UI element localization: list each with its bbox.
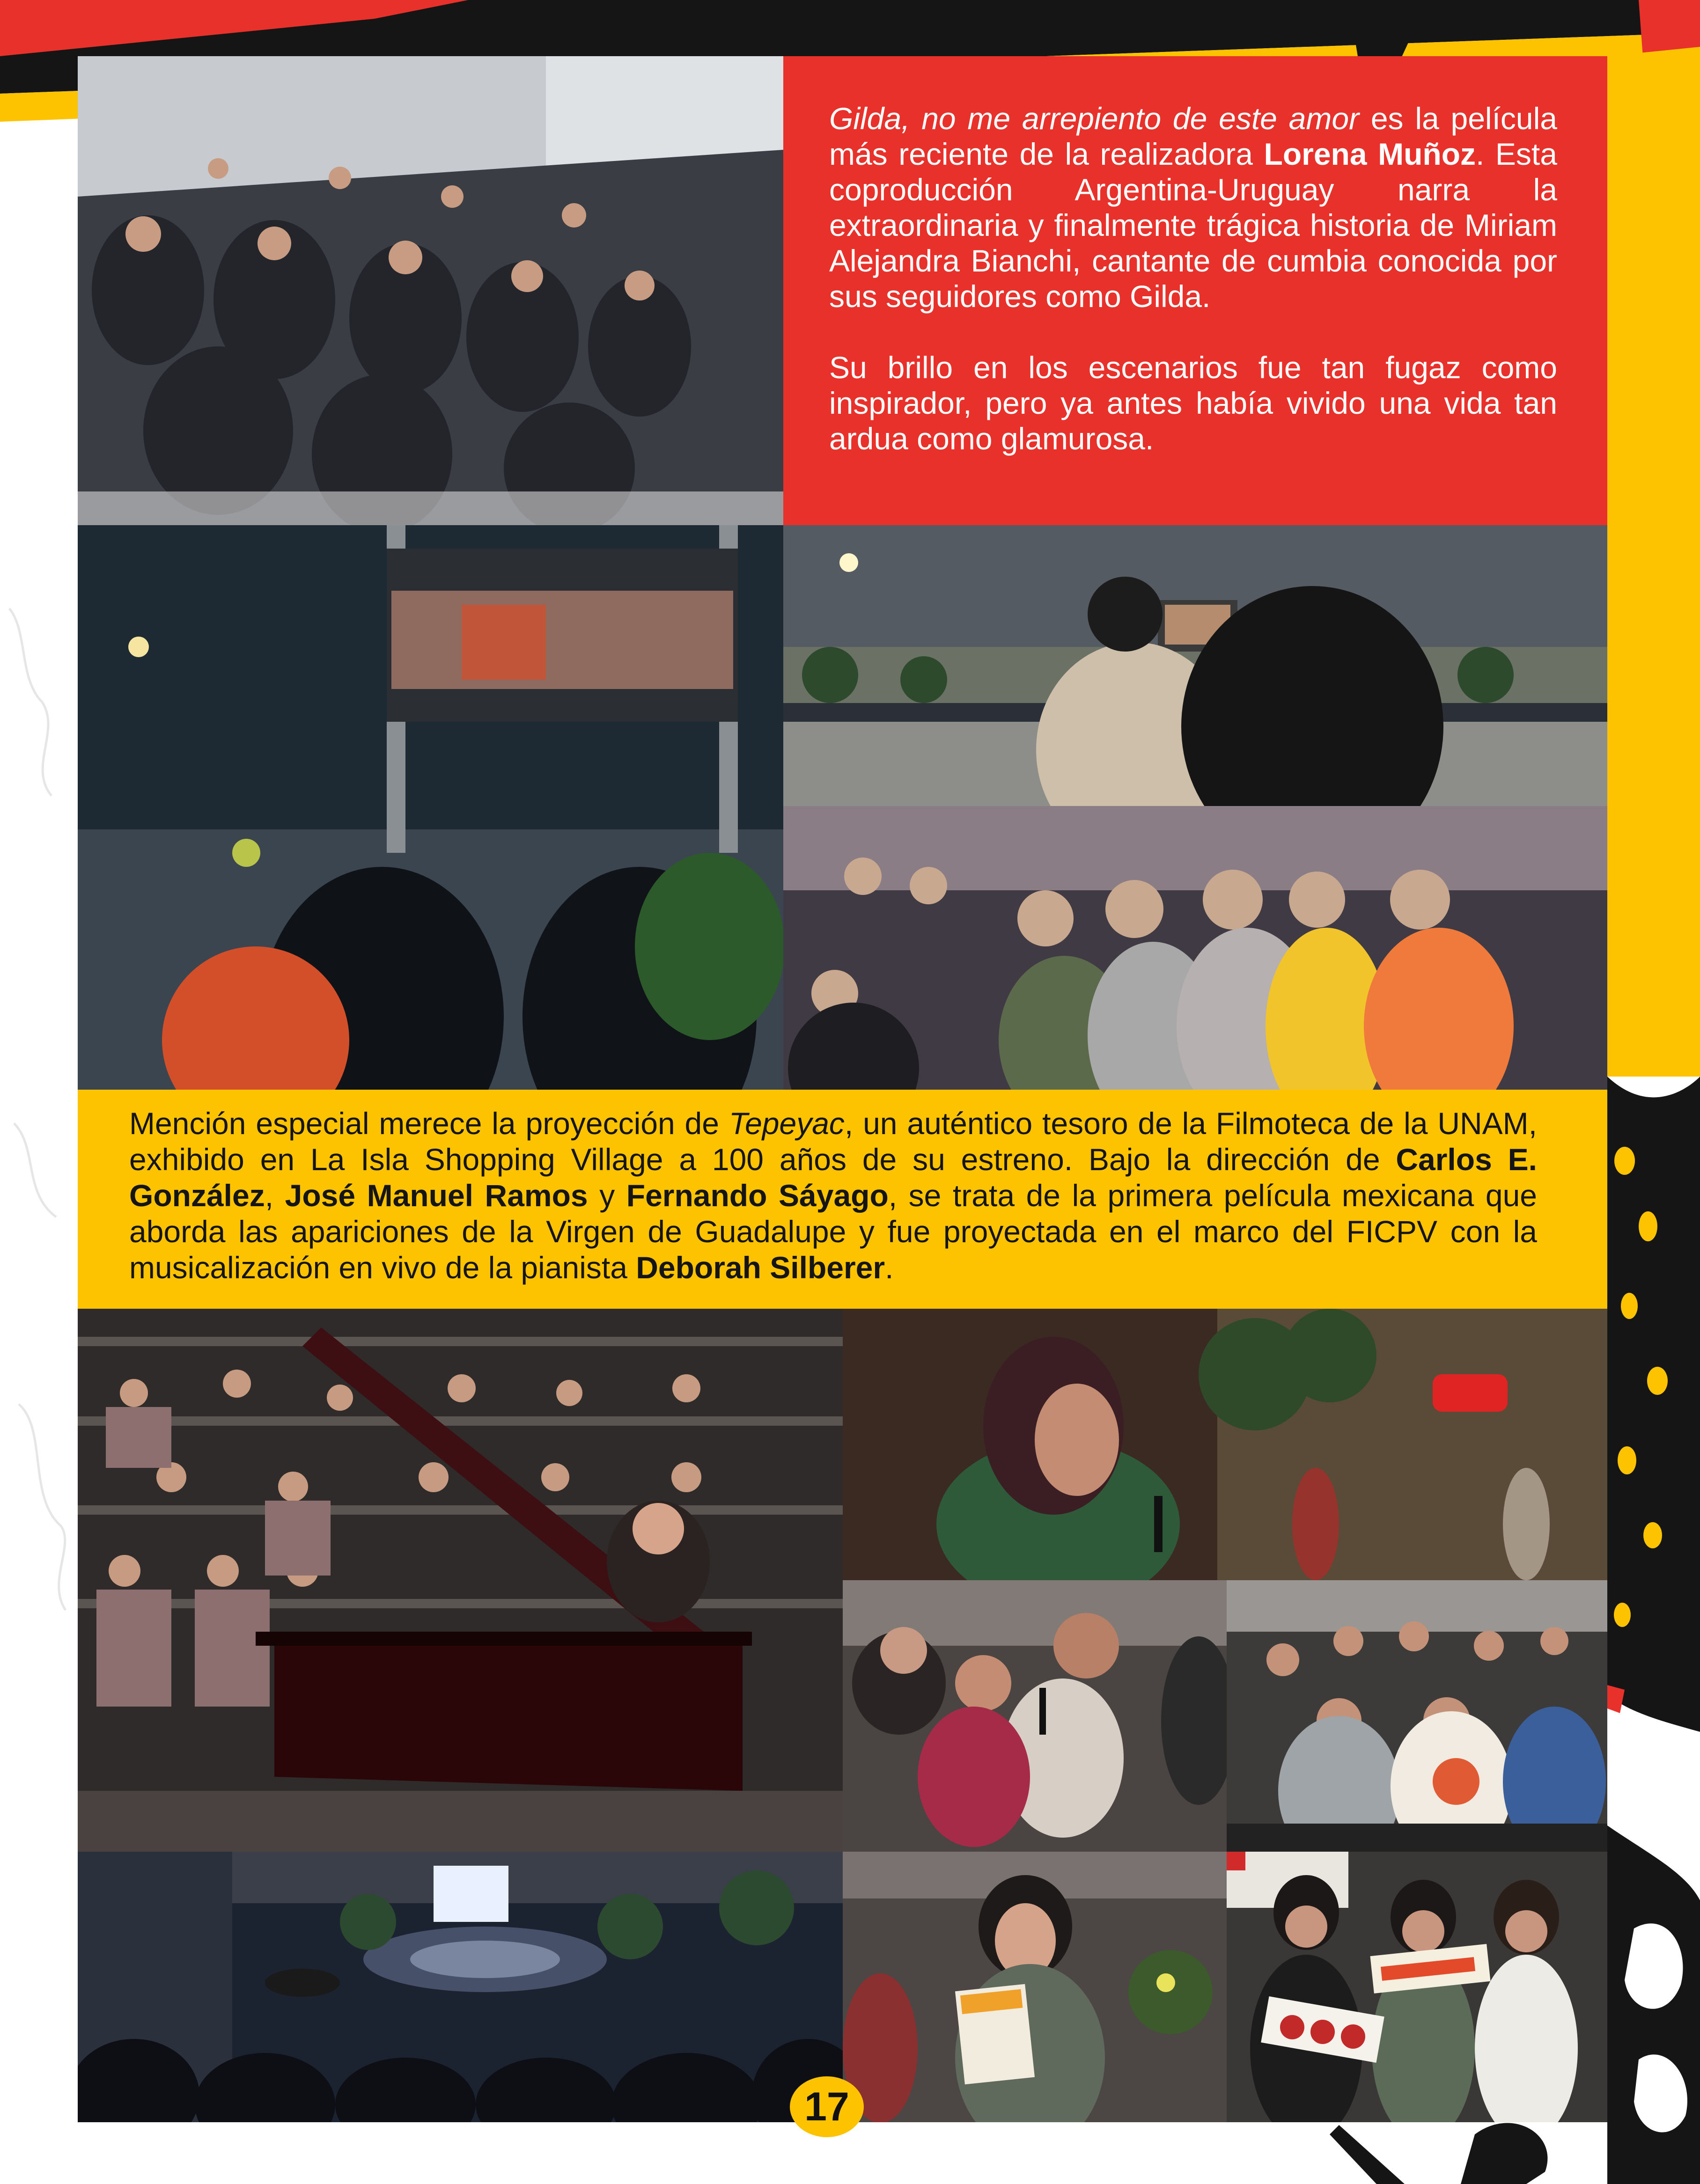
audience-closeup-photo: [783, 806, 1607, 1090]
director-name: José Manuel Ramos: [285, 1178, 588, 1213]
award-winners-photo: [1227, 1852, 1607, 2122]
film-title-tepeyac: Tepeyac: [729, 1106, 845, 1141]
audience-question-photo: [843, 1580, 1227, 1852]
director-name: Carlos E. González: [129, 1142, 1537, 1213]
brillo-paragraph: Su brillo en los escenarios fue tan fugaz como inspirador, pero ya antes había vivido una vida tan ardua como glamurosa.: [829, 350, 1557, 456]
paragraph-text: , se trata de la primera película mexicana que aborda las apariciones de la Virgen de Guadalupe y fue proyectada en el marco del FICPV con la musicalización en vivo de la pianista: [129, 1178, 1537, 1285]
director-name: Lorena Muñoz: [1264, 137, 1476, 171]
paragraph-text: Mención especial merece la proyección de: [129, 1106, 729, 1141]
audience-group-photo: [1227, 1580, 1607, 1852]
speaker-woman-photo: [843, 1309, 1607, 1580]
paragraph-text: ,: [265, 1178, 285, 1213]
yellow-text-box: [78, 1090, 1607, 1309]
night-plaza-photo: [783, 525, 1607, 806]
paragraph-text: y: [588, 1178, 626, 1213]
paragraph-text: , un auténtico tesoro de la Filmoteca de la UNAM, exhibido en La Isla Shopping Village a 100 años de su estreno. Bajo la dirección de: [129, 1106, 1537, 1177]
outdoor-screening-photo: [78, 525, 783, 1090]
audience-stands-photo: [78, 56, 783, 525]
pianist-name: Deborah Silberer: [636, 1250, 885, 1285]
piano-performance-photo: [78, 1309, 843, 1852]
paragraph-text: es la película más reciente de la realizadora: [829, 101, 1557, 171]
director-name: Fernando Sáyago: [626, 1178, 889, 1213]
paragraph-text: .: [885, 1250, 894, 1285]
gilda-paragraph: [829, 101, 1557, 314]
film-title-gilda: Gilda, no me arrepiento de este amor: [829, 101, 1360, 136]
red-text-box: [783, 56, 1607, 525]
plaza-night-view-photo: [78, 1852, 843, 2122]
award-certificate-photo: [843, 1852, 1227, 2122]
paragraph-text: . Esta coproducción Argentina-Uruguay narra la extraordinaria y finalmente trágica historia de Miriam Alejandra Bianchi, cantante de cumbia conocida por sus seguidores como Gilda.: [829, 137, 1557, 314]
page-number: 17: [790, 2076, 864, 2137]
tepeyac-paragraph: [129, 1106, 1537, 1286]
